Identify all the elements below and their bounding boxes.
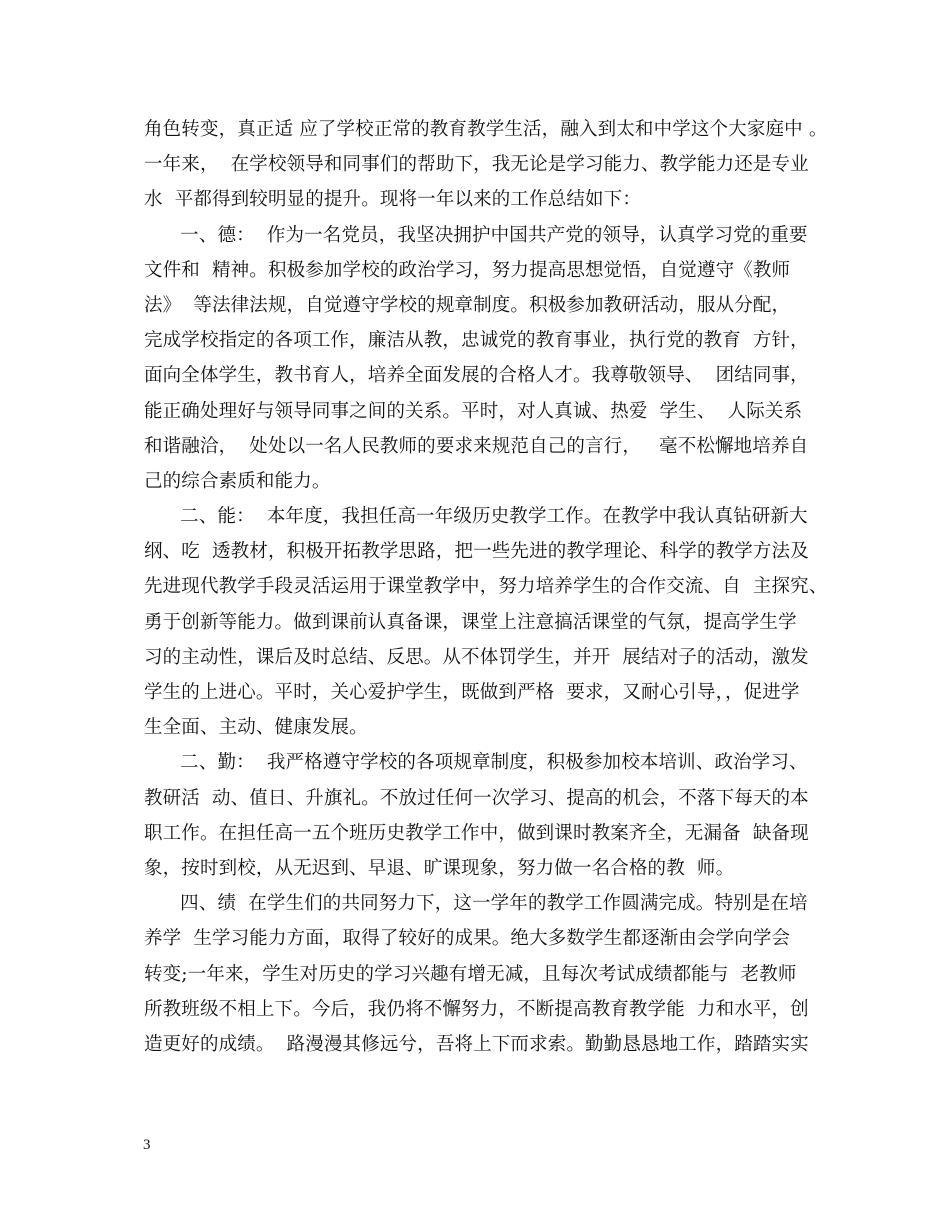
text-line: 能正确处理好与领导同事之间的关系。平时，对人真诚、热爱 学生、 人际关系: [144, 400, 803, 422]
text-line: 所教班级不相上下。今后，我仍将不懈努力，不断提高教育教学能 力和水平，创: [144, 998, 809, 1020]
text-line: 己的综合素质和能力。: [144, 470, 331, 492]
text-line: 造更好的成绩。 路漫漫其修远兮，吾将上下而求索。勤勤恳恳地工作，踏踏实实: [144, 1033, 809, 1055]
text-line: 完成学校指定的各项工作，廉洁从教，忠诚党的教育事业，执行党的教育 方针，: [144, 330, 809, 352]
text-line: 水 平都得到较明显的提升。现将一年以来的工作总结如下：: [144, 189, 641, 211]
text-line: 习的主动性，课后及时总结、反思。从不体罚学生，并开 展结对子的活动，激发: [144, 646, 809, 668]
text-line: 职工作。在担任高一五个班历史教学工作中，做到课时教案齐全，无漏备 缺备现: [144, 822, 809, 844]
text-line: 二、能： 本年度，我担任高一年级历史教学工作。在教学中我认真钻研新大: [144, 506, 808, 528]
text-line: 面向全体学生，教书育人，培养全面发展的合格人才。我尊敬领导、 团结同事，: [144, 365, 809, 387]
text-line: 四、绩 在学生们的共同努力下，这一学年的教学工作圆满完成。特别是在培: [144, 893, 808, 915]
page-number: 3: [143, 1137, 151, 1153]
text-line: 角色转变，真正适 应了学校正常的教育教学生活，融入到太和中学这个大家庭中 。: [144, 119, 828, 140]
body-text: [144, 112, 828, 1062]
text-line: 教研活 动、值日、升旗礼。不放过任何一次学习、提高的机会，不落下每天的本: [144, 787, 809, 809]
text-line: 养学 生学习能力方面，取得了较好的成果。绝大多数学生都逐渐由会学向学会: [144, 928, 791, 950]
text-line: 和谐融洽， 处处以一名人民教师的要求来规范自己的言行， 毫不松懈地培养自: [144, 435, 809, 457]
text-line: 一年来， 在学校领导和同事们的帮助下，我无论是学习能力、教学能力还是专业: [144, 154, 809, 176]
text-line: 先进现代教学手段灵活运用于课堂教学中，努力培养学生的合作交流、自 主探究、: [144, 576, 828, 598]
text-line: 法》 等法律法规，自觉遵守学校的规章制度。积极参加教研活动，服从分配，: [144, 294, 791, 316]
text-line: 象，按时到校，从无迟到、早退、旷课现象，努力做一名合格的教 师。: [144, 857, 735, 879]
text-line: 转变;一年来，学生对历史的学习兴趣有增无减，且每次考试成绩都能与 老教师: [144, 963, 797, 985]
text-line: 勇于创新等能力。做到课前认真备课，课堂上注意搞活课堂的气氛，提高学生学: [144, 611, 797, 633]
text-line: 一、德： 作为一名党员，我坚决拥护中国共产党的领导，认真学习党的重要: [144, 224, 808, 246]
text-line: 学生的上进心。平时，关心爱护学生，既做到严格 要求，又耐心引导，，促进学: [144, 682, 800, 703]
text-line: 文件和 精神。积极参加学校的政治学习，努力提高思想觉悟，自觉遵守《教师: [144, 259, 791, 281]
text-line: 纲、吃 透教材，积极开拓教学思路，把一些先进的教学理论、科学的教学方法及: [144, 541, 809, 563]
text-line: 二、勤： 我严格遵守学校的各项规章制度，积极参加校本培训、政治学习、: [144, 752, 808, 774]
text-line: 生全面、主动、健康发展。: [144, 717, 368, 739]
